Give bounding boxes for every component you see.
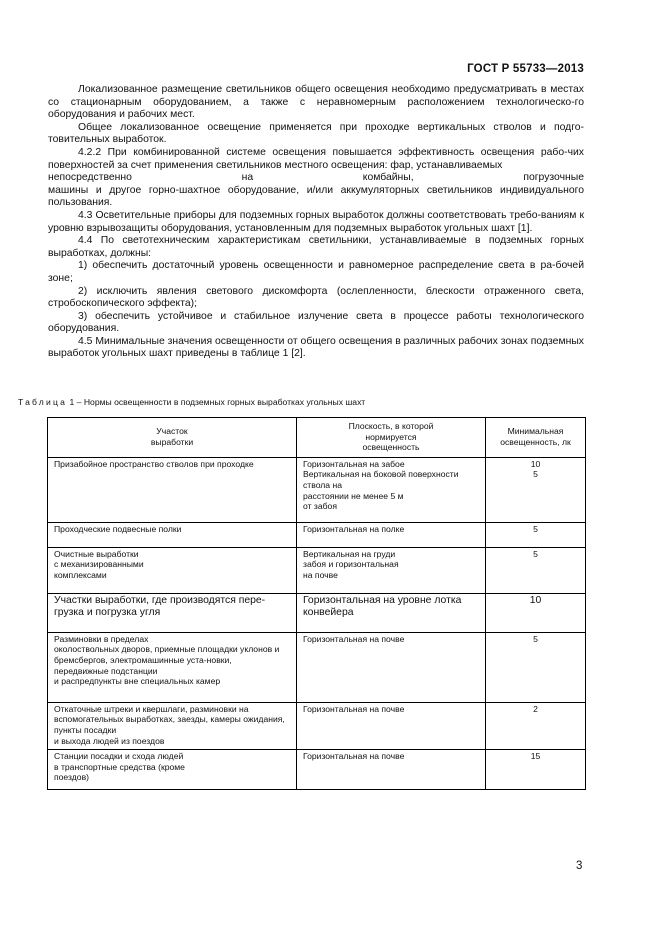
table-row	[48, 457, 586, 522]
paragraph: 1) обеспечить достаточный уровень освещенности и равномерное распределение света в ра-бочей зоне;	[48, 260, 584, 284]
table-row	[48, 522, 586, 547]
cell-lux: 15	[486, 750, 586, 790]
paragraph: 4.5 Минимальные значения освещенности от общего освещения в различных рабочих зонах подземных выработок угольных шахт приведены в таблице 1 [2].	[48, 335, 584, 360]
cell-area: Участки выработки, где производятся пере-грузка и погрузка угля	[48, 593, 297, 632]
cell-lux: 10	[486, 593, 586, 632]
table-caption-label: Таблица	[18, 397, 68, 407]
table-row	[48, 632, 586, 702]
table-row	[48, 547, 586, 593]
cell-plane: Горизонтальная на почве	[297, 632, 486, 702]
cell-plane: Горизонтальная на полке	[297, 522, 486, 547]
paragraph: Общее локализованное освещение применяется при проходке вертикальных стволов и подго-товительных выработок.	[48, 121, 584, 146]
paragraph: 4.2.2 При комбинированной системе освещения повышается эффективность освещения рабо-чих поверхностей за счет применения светильников местного освещения: фар, устанавливаемых	[48, 146, 584, 171]
column-header-area: Участок выработки	[48, 418, 297, 458]
cell-plane: Горизонтальная на уровне лотка конвейера	[297, 593, 486, 632]
paragraph-line: непосредственно на комбайны, погрузочные	[48, 172, 584, 184]
cell-area: Разминовки в пределах околоствольных дворов, приемные площадки уклонов и бремсбергов, электромашинные уста-новки, передвижные подстанции и распредпункты вне специальных камер	[48, 632, 297, 702]
column-header-lux: Минимальная освещенность, лк	[486, 418, 586, 458]
cell-plane: Горизонтальная на почве	[297, 750, 486, 790]
cell-plane: Горизонтальная на почве	[297, 702, 486, 749]
paragraph: 2) исключить явления светового дискомфорта (ослепленности, блескости отраженного света, стробоскопического эффекта);	[48, 285, 584, 310]
table-row	[48, 750, 586, 790]
illuminance-table	[47, 417, 586, 790]
table-header-row	[48, 418, 586, 458]
cell-plane: Горизонтальная на забое Вертикальная на боковой поверхности ствола на расстоянии не менее 5 м от забоя	[297, 457, 486, 522]
body-text	[48, 84, 584, 361]
cell-area: Призабойное пространство стволов при проходке	[48, 457, 297, 522]
paragraph: 4.4 По светотехническим характеристикам светильники, устанавливаемые в подземных горных выработках, должны:	[48, 235, 584, 259]
table-row	[48, 702, 586, 749]
paragraph: Локализованное размещение светильников общего освещения необходимо предусматривать в местах со стационарным оборудованием, а также с неравномерным расположением технологическо-го оборудования и рабочих мест.	[48, 84, 584, 121]
cell-lux: 10 5	[486, 457, 586, 522]
cell-area: Проходческие подвесные полки	[48, 522, 297, 547]
column-header-plane: Плоскость, в которой нормируется освещенность	[297, 418, 486, 458]
page-number: 3	[576, 860, 583, 872]
cell-area: Очистные выработки с механизированными комплексами	[48, 547, 297, 593]
document-id: ГОСТ Р 55733—2013	[467, 63, 584, 75]
cell-plane: Вертикальная на груди забоя и горизонтальная на почве	[297, 547, 486, 593]
cell-lux: 5	[486, 632, 586, 702]
cell-lux: 5	[486, 547, 586, 593]
cell-area: Станции посадки и схода людей в транспортные средства (кроме поездов)	[48, 750, 297, 790]
cell-area: Откаточные штреки и квершлаги, разминовки на вспомогательных выработках, заезды, камеры ожидания, пункты посадки и выхода людей из поездов	[48, 702, 297, 749]
paragraph: 4.3 Осветительные приборы для подземных горных выработок должны соответствовать требо-ваниям к уровню взрывозащиты оборудования, установленным для подземных выработок угольных шахт [1].	[48, 209, 584, 234]
paragraph: 3) обеспечить устойчивое и стабильное излучение света в процессе работы технологического оборудования.	[48, 310, 584, 335]
table-caption-text: 1 – Нормы освещенности в подземных горных выработках угольных шахт	[67, 397, 366, 407]
cell-lux: 5	[486, 522, 586, 547]
table-caption	[18, 397, 365, 407]
cell-lux: 2	[486, 702, 586, 749]
table-row	[48, 593, 586, 632]
paragraph: машины и другое горно-шахтное оборудование, и/или аккумуляторных светильников индивидуального пользования.	[48, 184, 584, 209]
